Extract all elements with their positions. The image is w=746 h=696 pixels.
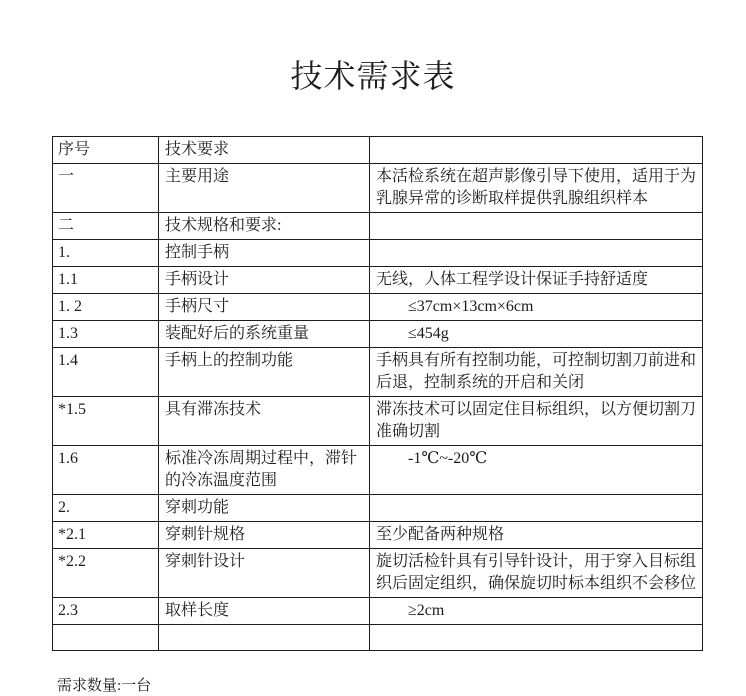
cell-seq-no: 1.6 [53,446,159,495]
cell-seq-no: 1.4 [53,348,159,397]
cell-description: 本活检系统在超声影像引导下使用，适用于为乳腺异常的诊断取样提供乳腺组织样本 [370,164,703,213]
cell-seq-no: 2.3 [53,598,159,625]
cell-description [370,137,703,164]
cell-seq-no: *1.5 [53,397,159,446]
cell-requirement: 手柄尺寸 [159,294,370,321]
cell-seq-no: 1.1 [53,267,159,294]
quantity-note: 需求数量:一台 [57,678,152,694]
cell-seq-no: 1.3 [53,321,159,348]
cell-requirement: 手柄上的控制功能 [159,348,370,397]
cell-requirement: 手柄设计 [159,267,370,294]
cell-description [370,213,703,240]
cell-requirement: 技术规格和要求: [159,213,370,240]
cell-description: 无线，人体工程学设计保证手持舒适度 [370,267,703,294]
table-row [53,267,703,294]
cell-description: -1℃~-20℃ [370,446,703,495]
table-header-row [53,137,703,164]
cell-seq-no: 序号 [53,137,159,164]
cell-seq-no: 一 [53,164,159,213]
table-row [53,321,703,348]
cell-requirement: 穿刺功能 [159,495,370,522]
document-title: 技术需求表 [290,58,456,94]
cell-requirement: 穿刺针规格 [159,522,370,549]
table-row [53,495,703,522]
cell-description [370,625,703,651]
cell-seq-no: *2.1 [53,522,159,549]
table-row [53,522,703,549]
table-row [53,446,703,495]
cell-requirement: 标准冷冻周期过程中，滞针的冷冻温度范围 [159,446,370,495]
cell-seq-no [53,625,159,651]
cell-requirement: 装配好后的系统重量 [159,321,370,348]
cell-requirement: 穿刺针设计 [159,549,370,598]
table-row-empty [53,625,703,651]
cell-requirement: 具有滞冻技术 [159,397,370,446]
cell-description: ≤454g [370,321,703,348]
table-row [53,294,703,321]
cell-description: 旋切活检针具有引导针设计，用于穿入目标组织后固定组织，确保旋切时标本组织不会移位 [370,549,703,598]
requirements-table [52,136,703,651]
table-row [53,549,703,598]
cell-seq-no: *2.2 [53,549,159,598]
cell-seq-no: 1. 2 [53,294,159,321]
cell-description [370,495,703,522]
cell-seq-no: 二 [53,213,159,240]
cell-seq-no: 1. [53,240,159,267]
cell-description: ≤37cm×13cm×6cm [370,294,703,321]
table-row [53,348,703,397]
cell-requirement: 技术要求 [159,137,370,164]
cell-requirement [159,625,370,651]
table-row [53,164,703,213]
cell-description: 至少配备两种规格 [370,522,703,549]
cell-description: ≥2cm [370,598,703,625]
cell-requirement: 控制手柄 [159,240,370,267]
table-row [53,397,703,446]
table-row [53,598,703,625]
cell-description: 手柄具有所有控制功能，可控制切割刀前进和后退，控制系统的开启和关闭 [370,348,703,397]
cell-description: 滞冻技术可以固定住目标组织，以方便切割刀准确切割 [370,397,703,446]
cell-seq-no: 2. [53,495,159,522]
cell-requirement: 取样长度 [159,598,370,625]
cell-requirement: 主要用途 [159,164,370,213]
table-row [53,240,703,267]
cell-description [370,240,703,267]
table-row [53,213,703,240]
